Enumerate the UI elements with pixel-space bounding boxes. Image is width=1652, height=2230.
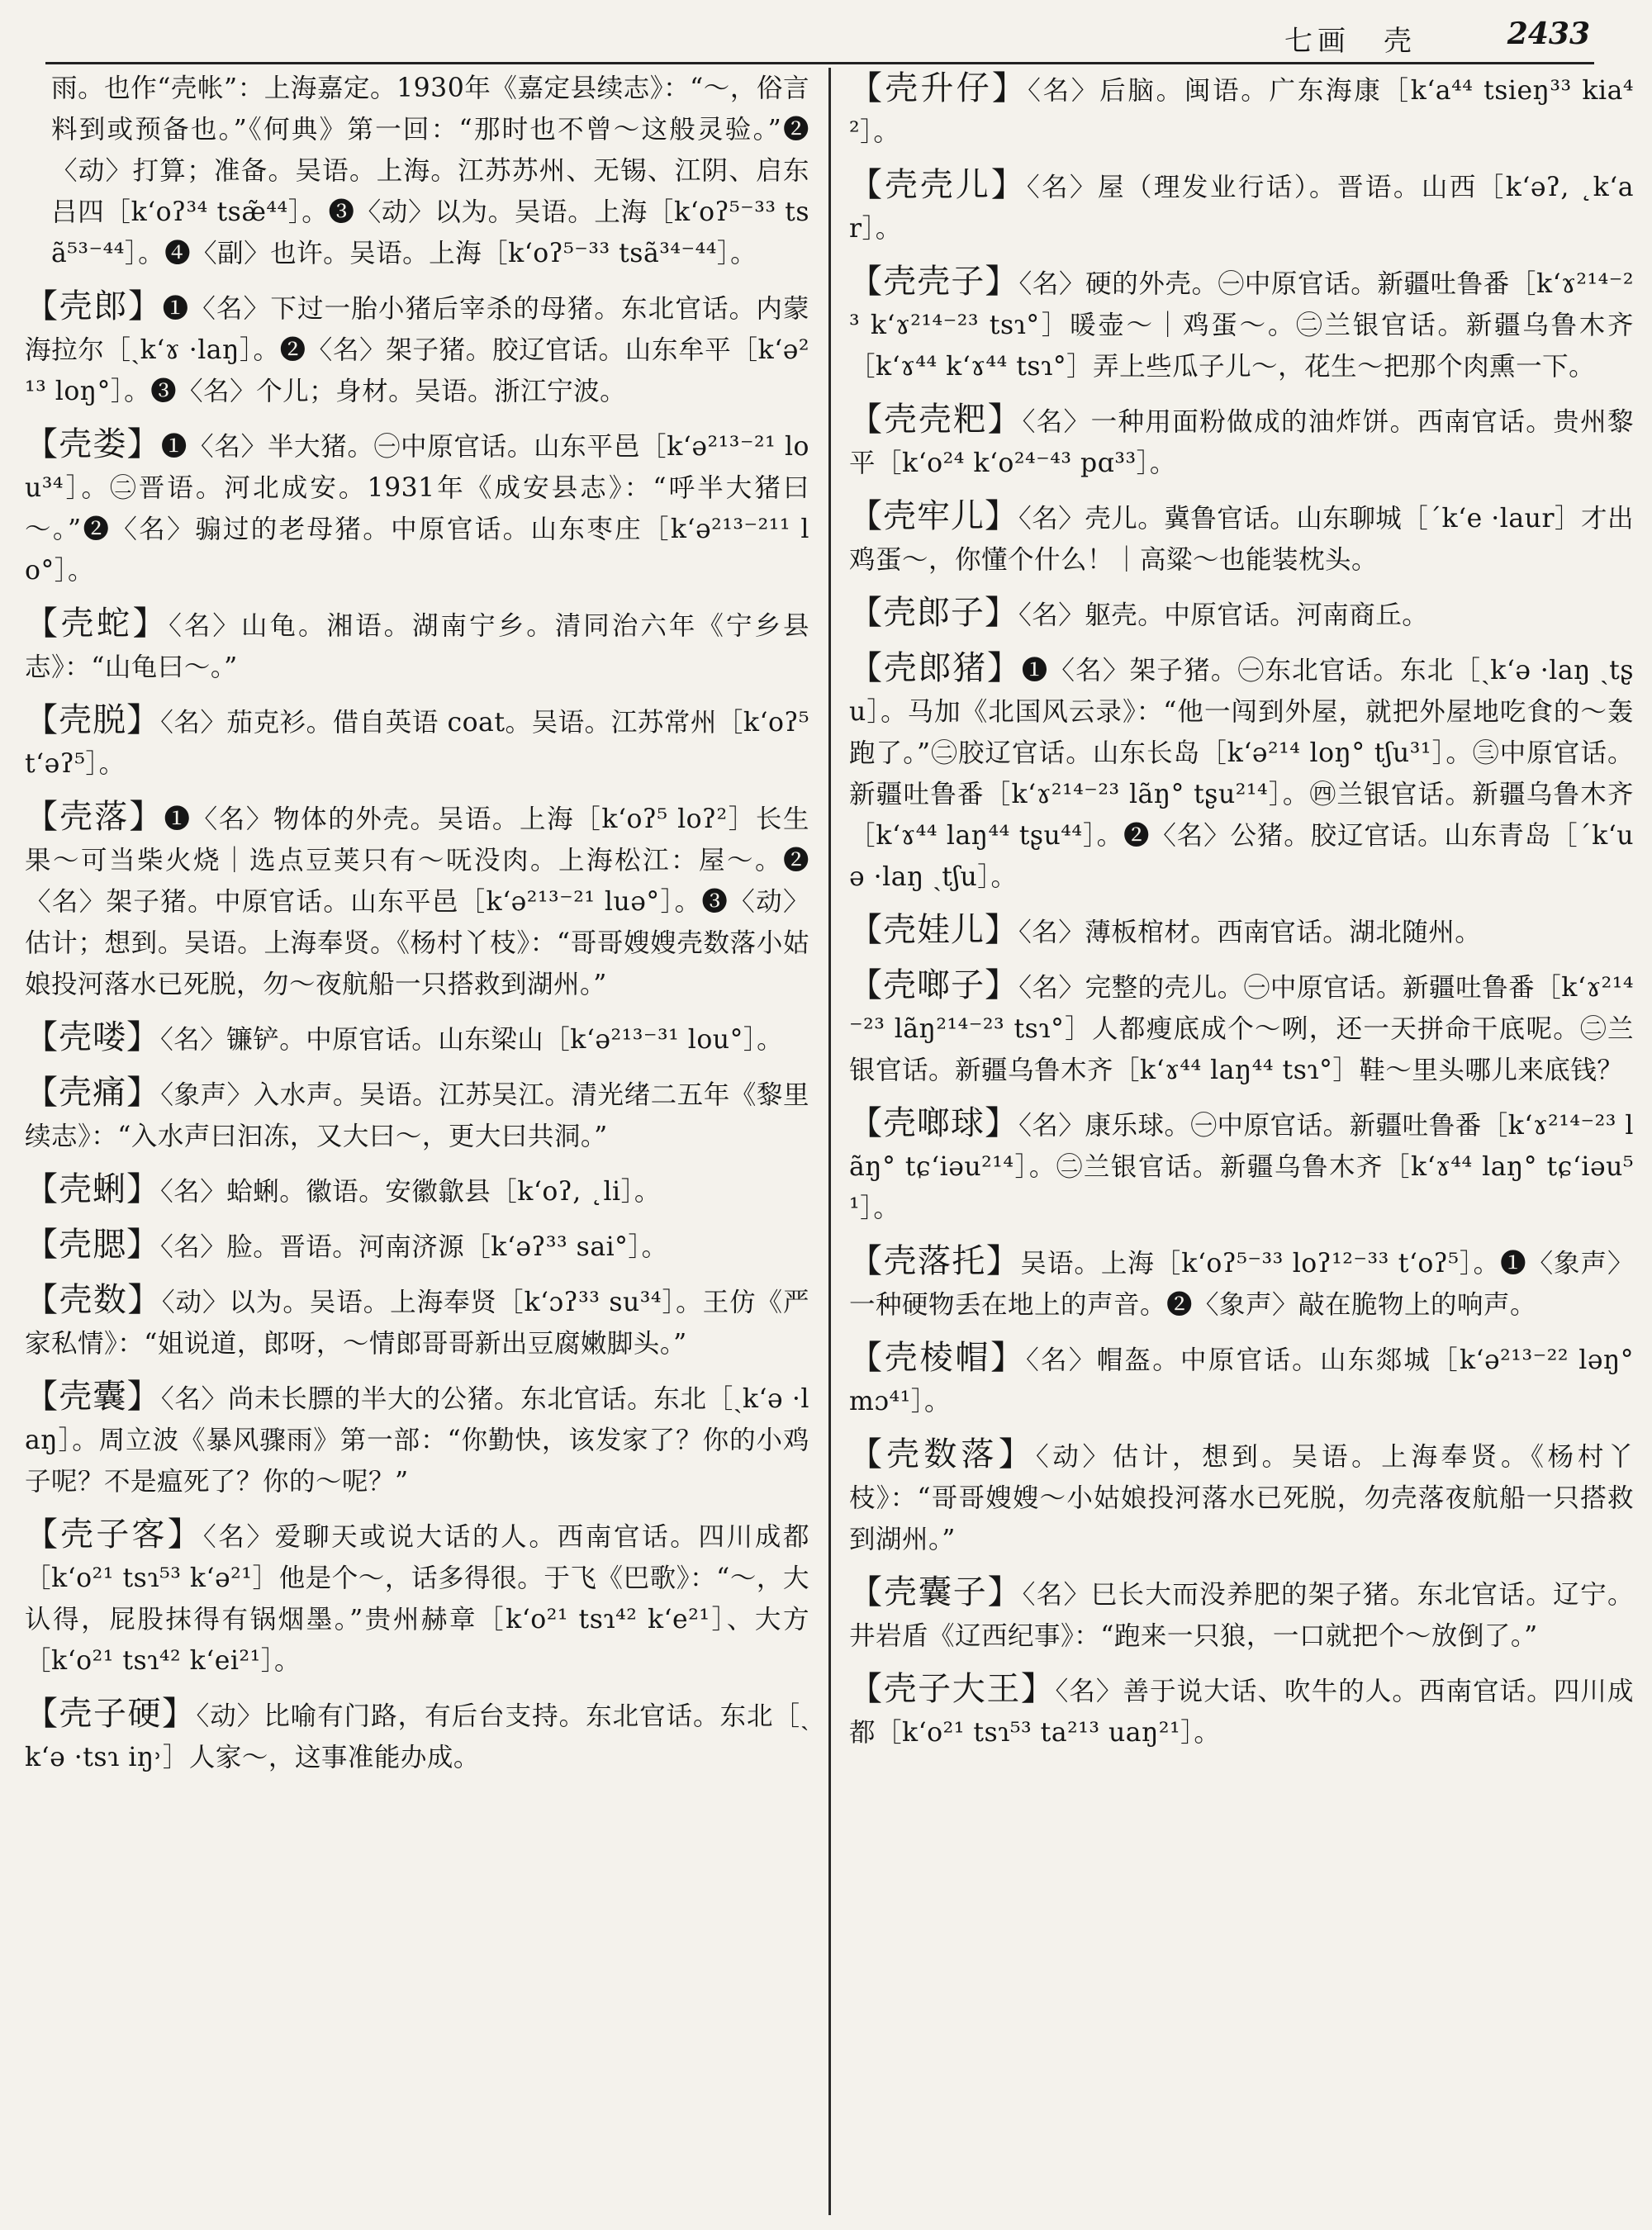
dictionary-entry	[25, 1693, 809, 1778]
entry-headword: 【壳蜊】	[25, 1170, 160, 1208]
entry-definition: ❶〈名〉半大猪。㊀中原官话。山东平邑［k‘ə²¹³⁻²¹ lou³⁴］。㊁晋语。河北成安。1931年《成安县志》：“呼半大猪曰～。”❷〈名〉骟过的老母猪。中原官话。山东枣庄［k‘ə²¹³⁻²¹¹ lo°］。	[25, 432, 809, 586]
entry-headword: 【壳壳子】	[849, 263, 1019, 301]
entry-headword: 【壳郎】	[25, 287, 163, 325]
entry-headword: 【壳痛】	[25, 1074, 161, 1112]
dictionary-entry	[849, 399, 1634, 484]
entry-definition: 〈名〉善于说大话、吹牛的人。西南官话。四川成都［k‘o²¹ tsɿ⁵³ ta²¹³ uaŋ²¹］。	[849, 1677, 1634, 1748]
entry-definition: 〈动〉估计，想到。吴语。上海奉贤。《杨村丫枝》：“哥哥嫂嫂～小姑娘投河落水已死脱，勿壳落夜航船一只搭救到湖州。”	[849, 1442, 1634, 1554]
dictionary-entry	[25, 796, 809, 1005]
entry-headword: 【壳升仔】	[849, 69, 1028, 107]
entry-definition: 〈名〉康乐球。㊀中原官话。新疆吐鲁番［k‘ɤ²¹⁴⁻²³ lãŋ° tɕ‘iəu²¹⁴］。㊁兰银官话。新疆乌鲁木齐［k‘ɤ⁴⁴ laŋ° tɕ‘iəu⁵¹］。	[849, 1111, 1634, 1223]
entry-headword: 【壳落托】	[849, 1242, 1021, 1280]
dictionary-entry	[849, 1337, 1634, 1422]
entry-headword: 【壳落】	[25, 798, 164, 836]
dictionary-entry	[25, 286, 809, 412]
entry-headword: 【壳脱】	[25, 701, 161, 739]
entry-headword: 【壳郎猪】	[849, 649, 1022, 687]
entry-definition: 〈名〉巳长大而没养肥的架子猪。东北官话。辽宁。井岩盾《辽西纪事》：“跑来一只狼，一口就把个～放倒了。”	[849, 1580, 1634, 1651]
column-divider	[828, 68, 831, 2215]
entry-headword: 【壳牢儿】	[849, 497, 1019, 535]
entry-definition: 〈名〉蛤蜊。徽语。安徽歙县［k‘oʔ, ˛li］。	[160, 1177, 661, 1207]
entry-headword: 【壳囊子】	[849, 1573, 1023, 1611]
entry-headword: 【壳娄】	[25, 425, 161, 463]
dictionary-entry	[849, 648, 1634, 898]
entry-definition: 吴语。上海［k‘oʔ⁵⁻³³ loʔ¹²⁻³³ t‘oʔ⁵］。❶〈象声〉一种硬物丢在地上的声音。❷〈象声〉敲在脆物上的响声。	[849, 1249, 1634, 1320]
entry-definition: 〈名〉屋（理发业行话）。晋语。山西［k‘əʔ, ˛k‘ar］。	[849, 173, 1634, 244]
entry-definition: 〈名〉后脑。闽语。广东海康［k‘a⁴⁴ tsieŋ³³ kia⁴²］。	[849, 76, 1634, 147]
entry-headword: 【壳啷球】	[849, 1104, 1019, 1142]
entry-definition: 〈象声〉入水声。吴语。江苏吴江。清光绪二五年《黎里续志》：“入水声曰汩冻，又大曰～，更大曰共洞。”	[25, 1080, 809, 1151]
entry-headword: 【壳子硬】	[25, 1695, 197, 1733]
dictionary-entry	[849, 965, 1634, 1091]
entry-headword: 【壳蛇】	[25, 605, 169, 643]
dictionary-entry	[849, 261, 1634, 387]
entry-headword: 【壳棱帽】	[849, 1339, 1026, 1377]
dictionary-entry	[849, 496, 1634, 581]
header-title: 七画 壳	[1284, 25, 1417, 58]
entry-headword: 【壳郎子】	[849, 594, 1018, 632]
entry-definition: ❶〈名〉物体的外壳。吴语。上海［k‘oʔ⁵ loʔ²］长生果～可当柴火烧｜选点豆荚只有～呒没肉。上海松江：屋～。❷〈名〉架子猪。中原官话。山东平邑［k‘ə²¹³⁻²¹ luə°］。❸〈动〉估计；想到。吴语。上海奉贤。《杨村丫枝》：“哥哥嫂嫂壳数落小姑娘投河落水已死脱，勿～夜航船一只搭救到湖州。”	[25, 804, 809, 999]
right-column	[849, 68, 1634, 2219]
entry-definition: 〈名〉薄板棺材。西南官话。湖北随州。	[1018, 918, 1482, 947]
entry-headword: 【壳腮】	[25, 1226, 160, 1264]
dictionary-entry	[25, 1376, 809, 1502]
entry-definition: ❶〈名〉下过一胎小猪后宰杀的母猪。东北官话。内蒙海拉尔［ˏk‘ɤ ·laŋ］。❷〈名〉架子猪。胶辽官话。山东牟平［k‘ə²¹³ loŋ°］。❸〈名〉个儿；身材。吴语。浙江宁波。	[25, 294, 809, 406]
dictionary-entry	[25, 1279, 809, 1364]
entry-headword: 【壳数】	[25, 1281, 162, 1319]
dictionary-entry	[25, 1072, 809, 1157]
entry-definition: 〈动〉比喻有门路，有后台支持。东北官话。东北［ˏk‘ə ·tsɿ iŋ˒］人家～，这事准能办成。	[25, 1701, 809, 1772]
entry-definition: 〈名〉一种用面粉做成的油炸饼。西南官话。贵州黎平［k‘o²⁴ k‘o²⁴⁻⁴³ pɑ³³］。	[849, 407, 1634, 478]
entry-headword: 【壳啷子】	[849, 966, 1019, 1004]
entry-headword: 【壳囊】	[25, 1378, 161, 1416]
entry-definition: 〈名〉完整的壳儿。㊀中原官话。新疆吐鲁番［k‘ɤ²¹⁴⁻²³ lãŋ²¹⁴⁻²³ tsɿ°］人都瘦底成个～咧，还一天拼命干底呢。㊁兰银官话。新疆乌鲁木齐［k‘ɤ⁴⁴ laŋ⁴⁴ tsɿ°］鞋～里头哪儿来底钱？	[849, 973, 1634, 1085]
entry-headword: 【壳子大王】	[849, 1670, 1056, 1708]
dictionary-entry	[25, 1169, 809, 1212]
entry-headword: 【壳壳儿】	[849, 166, 1027, 204]
entry-definition: 〈动〉以为。吴语。上海奉贤［k‘ɔʔ³³ su³⁴］。王仿《严家私情》：“姐说道，郎呀，～情郎哥哥新出豆腐嫩脚头。”	[25, 1288, 809, 1359]
entry-definition: 〈名〉硬的外壳。㊀中原官话。新疆吐鲁番［k‘ɤ²¹⁴⁻²³ k‘ɤ²¹⁴⁻²³ tsɿ°］暖壶～｜鸡蛋～。㊁兰银官话。新疆乌鲁木齐［k‘ɤ⁴⁴ k‘ɤ⁴⁴ tsɿ°］弄上些瓜子儿～，花生～把那个肉熏一下。	[849, 269, 1634, 382]
dictionary-entry	[25, 700, 809, 785]
dictionary-entry	[25, 424, 809, 591]
dictionary-entry	[849, 68, 1634, 153]
dictionary-entry	[849, 909, 1634, 953]
dictionary-entry	[849, 164, 1634, 249]
entry-definition: 〈名〉镰铲。中原官话。山东梁山［k‘ə²¹³⁻³¹ lou°］。	[160, 1025, 784, 1055]
page-header	[45, 0, 1594, 64]
dictionary-entry	[849, 1668, 1634, 1753]
dictionary-entry	[25, 1514, 809, 1682]
entry-headword: 【壳壳粑】	[849, 401, 1023, 439]
entry-headword: 【壳娃儿】	[849, 911, 1018, 949]
entry-headword: 【壳喽】	[25, 1018, 160, 1056]
entry-definition: ❶〈名〉架子猪。㊀东北官话。东北［ˏk‘ə ·laŋ ˏtʂu］。马加《北国风云录》：“他一闯到外屋，就把外屋地吃食的～轰跑了。”㊁胶辽官话。山东长岛［k‘ə²¹⁴ loŋ° tʃu³¹］。㊂中原官话。新疆吐鲁番［k‘ɤ²¹⁴⁻²³ lãŋ° tʂu²¹⁴］。㊃兰银官话。新疆乌鲁木齐［k‘ɤ⁴⁴ laŋ⁴⁴ tʂu⁴⁴］。❷〈名〉公猪。胶辽官话。山东青岛［ˊk‘uə ·laŋ ˏtʃu］。	[849, 656, 1634, 892]
dictionary-entry	[849, 1103, 1634, 1229]
entry-definition: 〈名〉山龟。湘语。湖南宁乡。清同治六年《宁乡县志》：“山龟曰～。”	[25, 611, 809, 682]
dictionary-entry	[849, 592, 1634, 636]
dictionary-entry	[849, 1241, 1634, 1326]
entry-definition: 〈名〉脸。晋语。河南济源［k‘əʔ³³ sai°］。	[160, 1232, 668, 1262]
dictionary-entry	[849, 1434, 1634, 1560]
page-number: 2433	[1507, 17, 1590, 51]
entry-definition: 雨。也作“壳帐”：上海嘉定。1930年《嘉定县续志》：“～，俗言料到或预备也。”《何典》第一回：“那时也不曾～这般灵验。”❷〈动〉打算；准备。吴语。上海。江苏苏州、无锡、江阴、启东吕四［k‘oʔ³⁴ tsæ̃⁴⁴］。❸〈动〉以为。吴语。上海［k‘oʔ⁵⁻³³ tsã⁵³⁻⁴⁴］。❹〈副〉也许。吴语。上海［k‘oʔ⁵⁻³³ tsã³⁴⁻⁴⁴］。	[51, 74, 809, 268]
left-column	[25, 68, 809, 2219]
dictionary-entry	[25, 68, 809, 274]
entry-definition: 〈名〉尚未长膘的半大的公猪。东北官话。东北［ˏk‘ə ·laŋ］。周立波《暴风骤雨》第一部：“你勤快，该发家了？你的小鸡子呢？不是瘟死了？你的～呢？”	[25, 1384, 809, 1497]
entry-definition: 〈名〉帽盔。中原官话。山东郯城［k‘ə²¹³⁻²² ləŋ° mɔ⁴¹］。	[849, 1345, 1634, 1416]
dictionary-entry	[25, 1224, 809, 1268]
entry-definition: 〈名〉爱聊天或说大话的人。西南官话。四川成都［k‘o²¹ tsɿ⁵³ k‘ə²¹］他是个～，话多得很。于飞《巴歌》：“～，大认得，屁股抹得有锅烟墨。”贵州赫章［k‘o²¹ tsɿ⁴² k‘e²¹］、大方［k‘o²¹ tsɿ⁴² k‘ei²¹］。	[25, 1522, 809, 1676]
dictionary-entry	[849, 1572, 1634, 1657]
dictionary-entry	[25, 603, 809, 688]
dictionary-entry	[25, 1017, 809, 1060]
entry-definition: 〈名〉躯壳。中原官话。河南商丘。	[1018, 600, 1429, 630]
entry-headword: 【壳子客】	[25, 1516, 203, 1554]
entry-definition: 〈名〉壳儿。冀鲁官话。山东聊城［ˊk‘e ·laur］才出鸡蛋～，你懂个什么！｜高粱～也能装枕头。	[849, 504, 1634, 575]
entry-definition: 〈名〉茄克衫。借自英语 coat。吴语。江苏常州［k‘oʔ⁵ t‘əʔ⁵］。	[25, 708, 809, 779]
entry-headword: 【壳数落】	[849, 1435, 1036, 1473]
